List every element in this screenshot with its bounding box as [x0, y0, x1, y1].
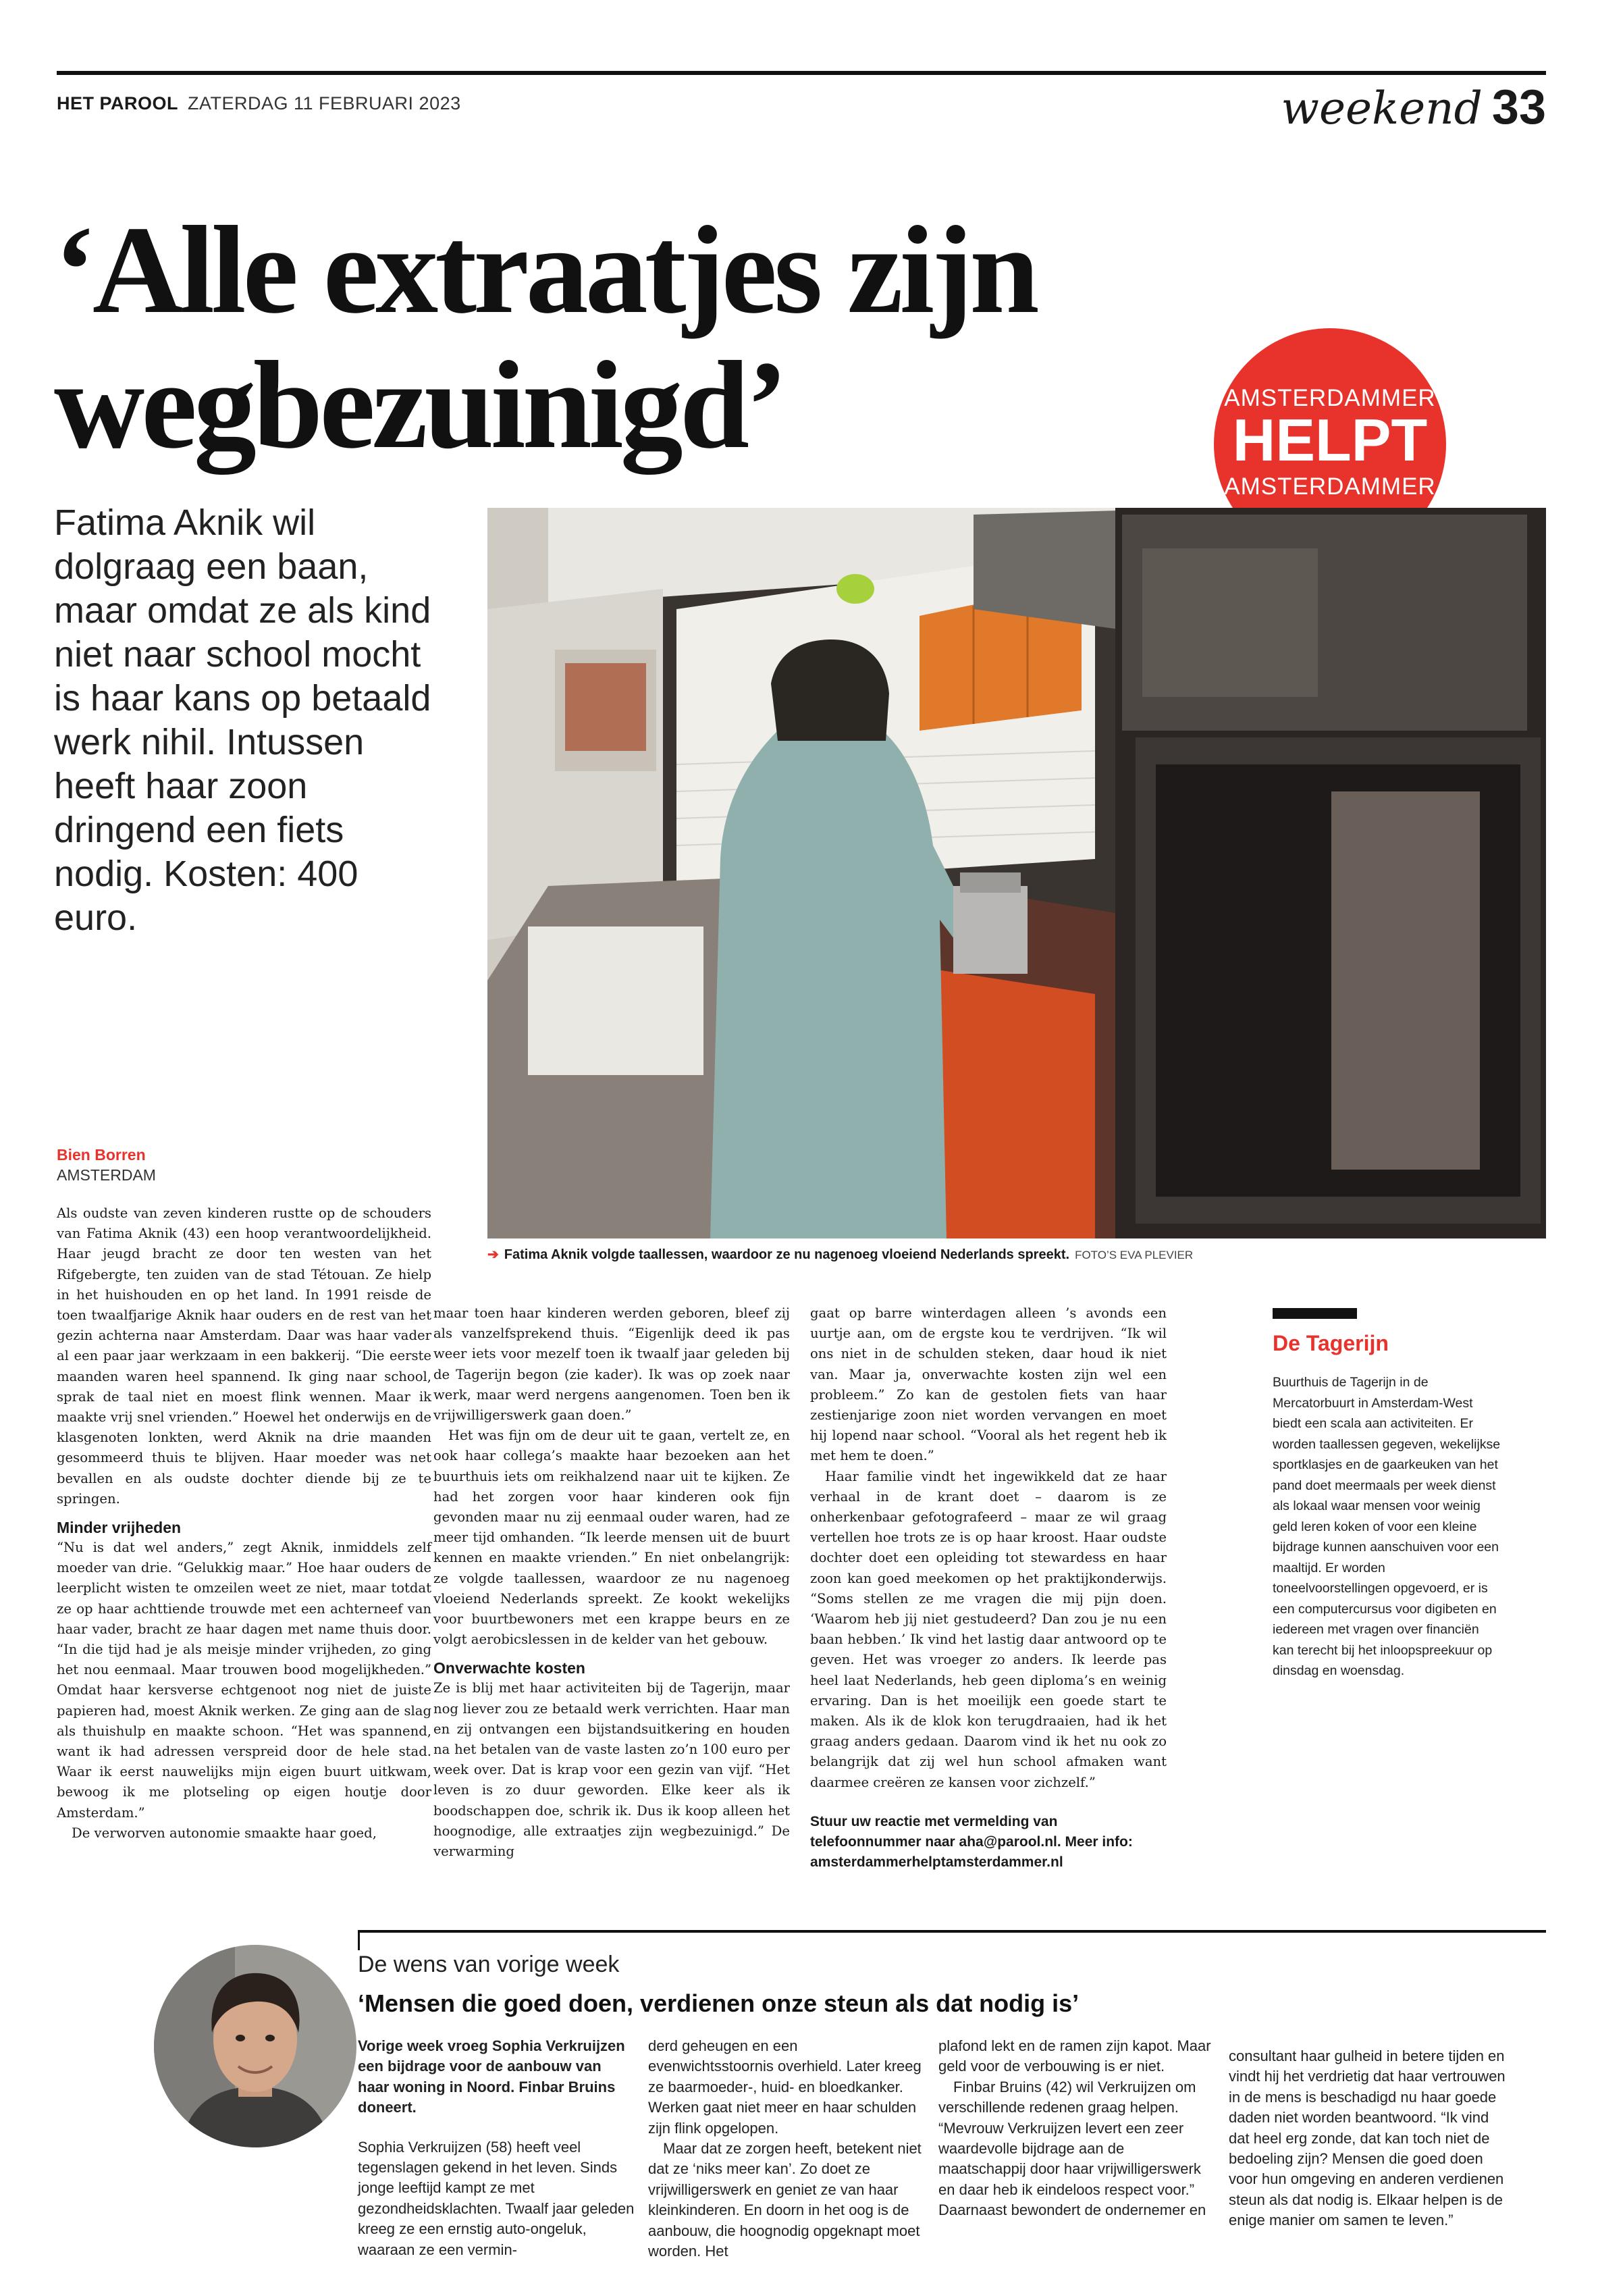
headline-line-1: ‘Alle extraatjes zijn: [54, 201, 1036, 340]
article-paragraph: “Nu is dat wel anders,” zegt Aknik, inmiddels zelf moeder van drie. “Gelukkig maar.” Hoe haar ouders de leerplicht wisten te omzeilen weet ze niet, maar totdat ze op haar achttiende trouwde met een achterneef van haar vader, bracht ze haar dagen met name thuis door. “In die tijd had je als meisje minder vrijheden, zo ging het nou eenmaal. Maar trouwen bood mogelijkheden.” Omdat haar kersverse echtgenoot nog niet de juiste papieren had, moest Aknik werken. Ze ging aan de slag als thuishulp en maakte schoon. “Het was spannend, want ik had adressen verspreid door de hele stad. Waar ik eerst nauwelijks mijn eigen buurt uitkwam, bewoog ik me plotseling op eigen houtje door Amsterdam.”: [57, 1540, 431, 1821]
wens-paragraph: plafond lekt en de ramen zijn kapot. Maar geld voor de verbouwing is er niet.: [938, 2037, 1211, 2075]
photo-credit: FOTO’S EVA PLEVIER: [1075, 1249, 1194, 1261]
badge-bottom-text: AMSTERDAMMER: [1224, 473, 1436, 500]
masthead: [57, 93, 461, 114]
page-number: 33: [1491, 80, 1546, 134]
badge-top-text: AMSTERDAMMER: [1224, 385, 1436, 411]
wens-paragraph: derd geheugen en een evenwichtsstoornis overhield. Later kreeg ze baarmoeder-, huid- en bloedkanker. Werken gaat niet meer en haar schulden zijn flink opgelopen.: [648, 2037, 922, 2137]
wens-paragraph: Maar dat ze zorgen heeft, betekent niet dat ze ‘niks meer kan’. Zo doet ze vrijwilligerswerk en geniet ze van haar kleinkinderen. En doorn in het oog is de aanbouw, die hoognodig opgeknapt moet worden. Het: [648, 2140, 922, 2260]
section-header: [1281, 80, 1546, 135]
portrait-photo: [154, 1945, 356, 2147]
wens-column-3: [938, 2036, 1215, 2221]
kitchen-photo: [487, 508, 1546, 1238]
divider-tick: [358, 1930, 360, 1950]
box-rule: [1273, 1308, 1357, 1319]
arrow-icon: ➔: [487, 1247, 499, 1262]
photo-caption: [487, 1246, 1546, 1263]
article-paragraph: De verworven autonomie smaakte haar goed,: [72, 1825, 377, 1841]
box-text: Buurthuis de Tagerijn in de Mercatorbuurt in Amsterdam-West biedt een scala aan activiteiten. Er worden taallessen gegeven, wekelijkse sportklasjes en de gaarkeuken van het pand doet meermaals per week dienst als lokaal waar mensen voor weinig geld leren koken of voor een kleine bijdrage kunnen aanschuiven voor een maaltijd. Er worden toneelvoorstellingen opgevoerd, er is een computercursus voor digibeten en iedereen met vragen over financiën kan terecht bij het inloopspreekuur op dinsdag en woensdag.: [1273, 1375, 1501, 1678]
article-paragraph: maar toen haar kinderen werden geboren, bleef zij als vanzelfsprekend thuis. “Eigenlijk deed ik pas weer iets voor mezelf toen ik twaalf jaar geleden bij de Tagerijn begon (zie kader). Ik was op zoek naar werk, maar werd nergens aangenomen. Toen ben ik vrijwilligerswerk gaan doen.”: [433, 1305, 790, 1424]
byline: [57, 1145, 156, 1185]
wens-lead: Vorige week vroeg Sophia Verkruijzen een bijdrage voor de aanbouw van haar woning in Noord. Finbar Bruins doneert.: [358, 2037, 625, 2116]
intro-text: Fatima Aknik wil dolgraag een baan, maar omdat ze als kind niet naar school mocht is haar kans op betaald werk nihil. Intussen heeft haar zoon dringend een fiets nodig. Kosten: 400 euro.: [54, 502, 431, 938]
caption-text: Fatima Aknik volgde taallessen, waardoor ze nu nagenoeg vloeiend Nederlands spreekt.: [504, 1247, 1070, 1262]
reader-call-to-action: Stuur uw reactie met vermelding van telefoonnummer naar aha@parool.nl. Meer info: amsterdammerhelptamsterdammer.nl: [810, 1813, 1133, 1870]
section-divider: [358, 1930, 1546, 1933]
box-title: De Tagerijn: [1273, 1331, 1389, 1355]
headline: [54, 203, 1202, 473]
article-paragraph: Het was fijn om de deur uit te gaan, vertelt ze, en ook haar collega’s maakte haar bezoeken aan het buurthuis iets om reikhalzend naar uit te kijken. Ze had het zorgen voor haar kinderen ook fijn gevonden maar nu zij eenmaal ouder waren, had ze meer tijd omhanden. “Ik leerde mensen uit de buurt kennen en maakte vrienden.” En niet onbelangrijk: ze volgde taallessen, waardoor ze nu nagenoeg vloeiend Nederlands spreekt. Ze kookt wekelijks voor buurtbewoners met een krappe beurs en ze volgt aerobicslessen in de kelder van het gebouw.: [433, 1428, 790, 1648]
wens-title: ‘Mensen die goed doen, verdienen onze steun als dat nodig is’: [358, 1989, 1080, 2017]
article-column-1: [57, 1203, 431, 1844]
article-paragraph: Als oudste van zeven kinderen rustte op de schouders van Fatima Aknik (43) een hoop verantwoordelijkheid. Haar jeugd bracht ze door ten westen van het Rifgebergte, ten zuiden van de stad Tétouan. Ze hielp in het huishouden en op het land. In 1991 reisde de toen twaalfjarige Aknik haar ouders en de rest van het gezin achterna naar Amsterdam. Daar was haar vader al een paar jaar werkzaam in een bakkerij. “Die eerste maanden waren heel spannend. Ik ging naar school, sprak de taal niet en moest flink wennen. Maar ik maakte vrij snel vrienden.” Hoewel het onderwijs en de klasgenoten lonkten, werd Aknik na drie maanden gesommeerd thuis te blijven. Haar moeder was net bevallen en als oudste dochter diende bij ze te springen.: [57, 1205, 431, 1507]
badge-main-text: HELPT: [1232, 407, 1428, 473]
wens-paragraph: consultant haar gulheid in betere tijden en vindt hij het verdrietig dat haar vertrouwen in de mens is beschadigd nu haar goede daden niet worden beantwoord. “Ik vind dat heel erg zonde, dat kan toch niet de bedoeling zijn? Mensen die goed doen voor hun omgeving en anderen verdienen steun als dat nodig is. Elkaar helpen is de enige manier om samen te leven.”: [1229, 2047, 1506, 2229]
article-paragraph: gaat op barre winterdagen alleen ’s avonds een uurtje aan, om de ergste kou te verdrijven. “Ik wil ons niet in de schulden steken, daar houd ik niet van. Maar ja, onverwachte kosten zijn wel een probleem.” Zo kan de gestolen fiets van haar zestienjarige zoon niet worden vervangen en moet hij lopend naar school. “Vooral als het regent heb ik met hem te doen.”: [810, 1305, 1167, 1464]
wens-label: De wens van vorige week: [358, 1952, 620, 1977]
wens-column-4: [1229, 2046, 1506, 2231]
newspaper-name: HET PAROOL: [57, 93, 178, 113]
article-column-3: [810, 1303, 1167, 1873]
author-name: Bien Borren: [57, 1146, 146, 1164]
info-box-tagerijn: [1273, 1308, 1502, 1681]
wens-paragraph: Finbar Bruins (42) wil Verkruijzen om verschillende redenen graag helpen. “Mevrouw Verkruijzen levert een zeer waardevolle bijdrage aan de maatschappij door haar vrijwilligerswerk en daar heb ik eindeloos respect voor.” Daarnaast bewondert de ondernemer en: [938, 2078, 1206, 2219]
wens-column-1: [358, 2036, 635, 2260]
headline-line-2: wegbezuinigd’: [54, 336, 785, 475]
issue-date: ZATERDAG 11 FEBRUARI 2023: [188, 93, 461, 113]
top-rule: [57, 71, 1546, 75]
article-paragraph: Haar familie vindt het ingewikkeld dat ze haar verhaal in de krant doet – daarom is ze onherkenbaar gefotografeerd – maar ze wil graag vertellen hoe trots ze is op haar kroost. Haar oudste dochter doet een opleiding tot stewardess en haar zoon kan goed meekomen op het praktijkonderwijs. “Soms stellen ze me vragen die mij pijn doen. ‘Waarom heb jij niet gestudeerd? Dan zou je nu een baan hebben.’ Ik vind het lastig daar antwoord op te geven. Het was vroeger zo anders. Ik leerde pas heel laat Nederlands, heb geen diploma’s en weinig ervaring. Dan is het moeilijk een goede start te maken. Als ik de klok kon terugdraaien, had ik het graag anders gedaan. Daarom vind ik het nu ook zo belangrijk dat zij wel hun school afmaken want daarmee creëren ze kansen voor zichzelf.”: [810, 1468, 1167, 1790]
dateline: AMSTERDAM: [57, 1166, 156, 1184]
article-column-2: [433, 1303, 790, 1862]
wens-column-2: [648, 2036, 925, 2262]
subheading: Minder vrijheden: [57, 1519, 182, 1537]
wens-paragraph: Sophia Verkruijzen (58) heeft veel tegenslagen gekend in het leven. Sinds jonge leeftijd kampt ze met gezondheidsklachten. Twaalf jaar geleden kreeg ze een ernstig auto-ongeluk, waaraan ze een vermin-: [358, 2138, 635, 2258]
subheading: Onverwachte kosten: [433, 1659, 585, 1677]
section-name: weekend: [1281, 82, 1483, 134]
article-paragraph: Ze is blij met haar activiteiten bij de Tagerijn, maar nog liever zou ze betaald werk verrichten. Haar man en zij ontvangen een bijstandsuitkering en houden na het betalen van de vaste lasten zo’n 100 euro per week over. Dat is krap voor een gezin van vijf. “Het leven is zo duur geworden. Elke keer als ik boodschappen doe, schrik ik. Dus ik koop alleen het hoognodige, alle extraatjes zijn wegbezuinigd.” De verwarming: [433, 1680, 790, 1860]
